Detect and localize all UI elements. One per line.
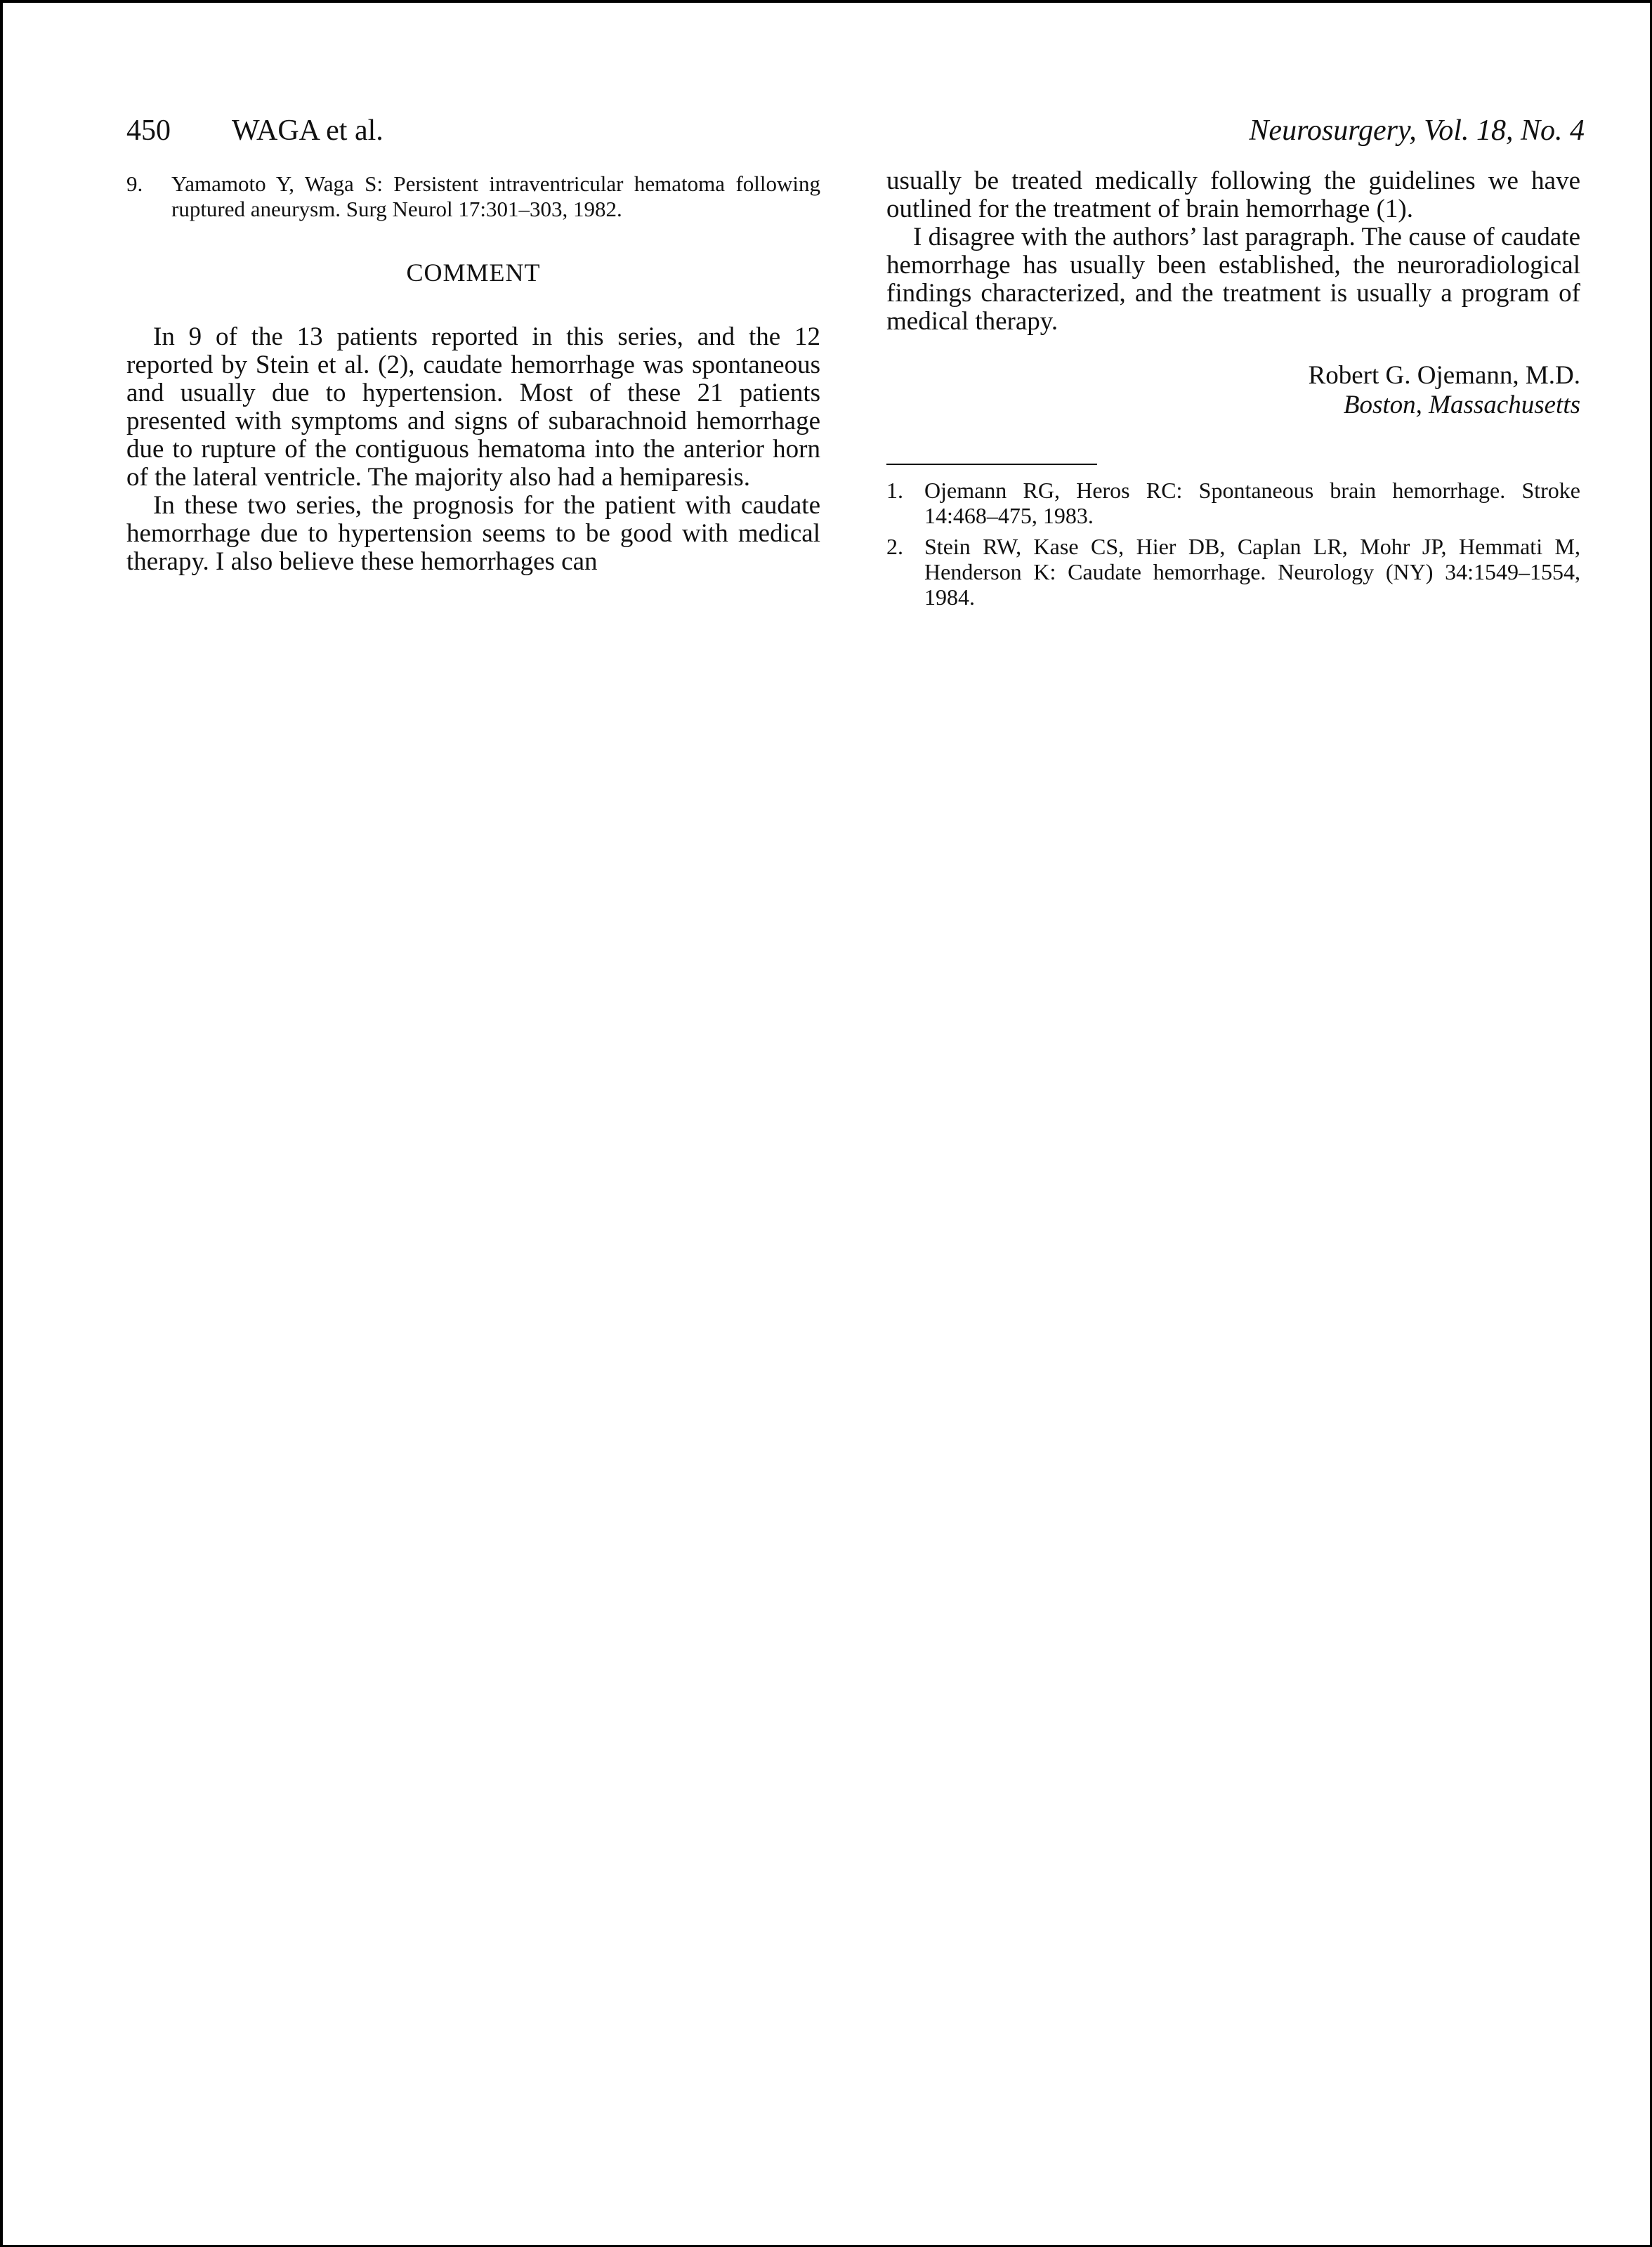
comment-paragraph: In these two series, the prognosis for the patient with caudate hemorrhage due to hypertension seems to be good with medical therapy. I also believe these hemorrhages can [126,491,820,576]
reference-number: 2. [886,534,903,559]
comment-reference-list [886,478,1580,610]
comment-paragraph: I disagree with the authors’ last paragraph. The cause of caudate hemorrhage has usually been established, the neuroradiological findings characterized, and the treatment is usually a program of medical therapy. [886,223,1580,336]
signature-location: Boston, Massachusetts [1343,391,1580,419]
reference-text: Ojemann RG, Heros RC: Spontaneous brain hemorrhage. Stroke 14:468–475, 1983. [924,478,1580,528]
running-header [126,110,1585,152]
reference-item [886,534,1580,610]
reference-number: 9. [126,171,143,196]
comment-paragraph-continued: usually be treated medically following the guidelines we have outlined for the treatment of brain hemorrhage (1). [886,166,1580,223]
right-column [886,167,1580,615]
running-head-journal: Neurosurgery, Vol. 18, No. 4 [1249,114,1585,147]
reference-text: Stein RW, Kase CS, Hier DB, Caplan LR, Mohr JP, Hemmati M, Henderson K: Caudate hemorrhage. Neurology (NY) 34:1549–1554, 1984. [924,534,1580,610]
signature-name: Robert G. Ojemann, M.D. [1308,361,1580,390]
comment-paragraph: In 9 of the 13 patients reported in this series, and the 12 reported by Stein et al. (2), caudate hemorrhage was spontaneous and usually due to hypertension. Most of these 21 patients presented with symptoms and signs of subarachnoid hemorrhage due to rupture of the contiguous hematoma into the anterior horn of the lateral ventricle. The majority also had a hemiparesis. [126,322,820,492]
left-column [126,167,820,576]
reference-number: 1. [886,478,903,503]
reference-text: Yamamoto Y, Waga S: Persistent intraventricular hematoma following ruptured aneurysm. Surg Neurol 17:301–303, 1982. [171,171,820,221]
comment-heading: COMMENT [406,258,541,287]
running-head-authors: WAGA et al. [232,114,383,147]
reference-item-9 [126,171,820,222]
page-number: 450 [126,114,171,147]
footnote-divider [886,464,1097,465]
signature-block [886,361,1580,420]
reference-item [886,478,1580,528]
